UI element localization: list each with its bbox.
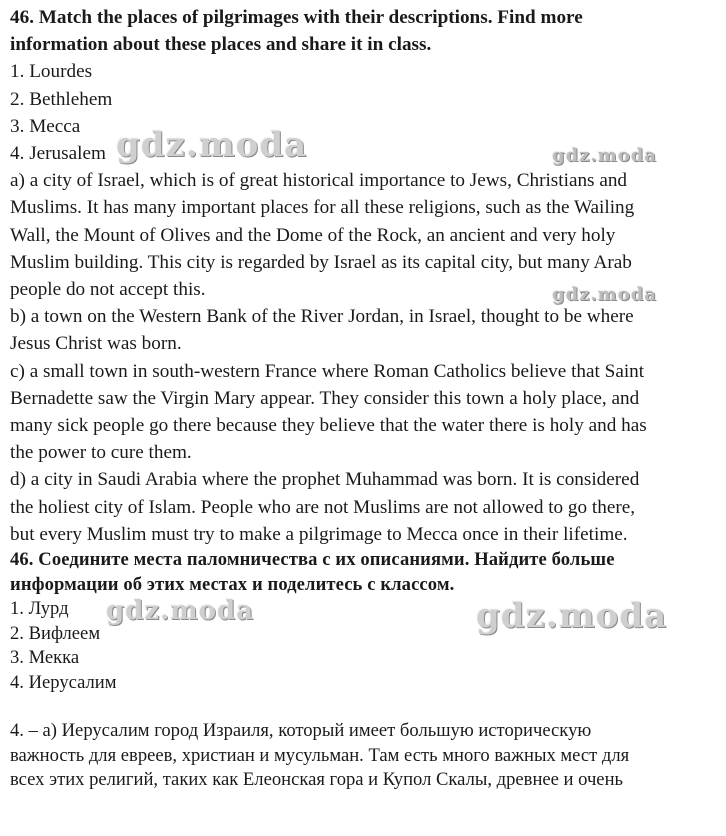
- en-description-line: b) a town on the Western Bank of the River Jordan, in Israel, thought to be where: [10, 306, 634, 328]
- watermark-logo: gdz.moda: [476, 596, 668, 636]
- document-page: [10, 4, 716, 793]
- ru-answer-line: важность для евреев, христиан и мусульман. Там есть много важных мест для: [10, 744, 630, 766]
- en-description-line: Bernadette saw the Virgin Mary appear. They consider this town a holy place, and: [10, 387, 640, 409]
- ru-place-item: 3. Мекка: [10, 647, 80, 669]
- paragraph-gap: [10, 695, 716, 719]
- en-description-line: Muslims. It has many important places for all these religions, such as the Wailing: [10, 197, 635, 219]
- watermark-logo: gdz.moda: [552, 145, 657, 166]
- ru-place-item: 1. Лурд: [10, 598, 69, 620]
- ru-place-item: 4. Иерусалим: [10, 671, 117, 693]
- en-description-line: Jesus Christ was born.: [10, 333, 182, 355]
- en-title-line-1: 46. Match the places of pilgrimages with their descriptions. Find more: [10, 7, 583, 28]
- en-description-line: d) a city in Saudi Arabia where the prophet Muhammad was born. It is considered: [10, 469, 640, 491]
- ru-title-line-2: информации об этих местах и поделитесь с классом.: [10, 573, 455, 595]
- ru-answer-line: 4. – a) Иерусалим город Израиля, который имеет большую историческую: [10, 720, 592, 742]
- ru-place-item: 2. Вифлеем: [10, 622, 101, 644]
- en-description-line: c) a small town in south-western France where Roman Catholics believe that Saint: [10, 360, 645, 382]
- en-place-item: 1. Lourdes: [10, 61, 93, 83]
- watermark-logo: gdz.moda: [116, 125, 308, 165]
- en-description-line: a) a city of Israel, which is of great historical importance to Jews, Christians and: [10, 170, 628, 192]
- ru-answer-line: всех этих религий, таких как Елеонская гора и Купол Скалы, древнее и очень: [10, 769, 623, 791]
- en-place-item: 3. Mecca: [10, 115, 81, 137]
- en-place-item: 2. Bethlehem: [10, 88, 113, 110]
- en-description-line: many sick people go there because they believe that the water there is holy and has: [10, 415, 647, 437]
- en-description-line: the holiest city of Islam. People who are not Muslims are not allowed to go there,: [10, 496, 636, 518]
- watermark-logo: gdz.moda: [552, 284, 657, 305]
- watermark-logo: gdz.moda: [106, 596, 255, 626]
- en-description-line: but every Muslim must try to make a pilgrimage to Mecca once in their lifetime.: [10, 523, 628, 545]
- en-place-item: 4. Jerusalem: [10, 143, 106, 165]
- en-description-line: the power to cure them.: [10, 442, 192, 464]
- en-title-line-2: information about these places and share it in class.: [10, 34, 432, 56]
- ru-title-line-1: 46. Соедините места паломничества с их описаниями. Найдите больше: [10, 549, 615, 571]
- en-description-line: Muslim building. This city is regarded by Israel as its capital city, but many Arab: [10, 251, 632, 273]
- en-description-line: Wall, the Mount of Olives and the Dome of the Rock, an ancient and very holy: [10, 224, 616, 246]
- en-description-line: people do not accept this.: [10, 279, 206, 301]
